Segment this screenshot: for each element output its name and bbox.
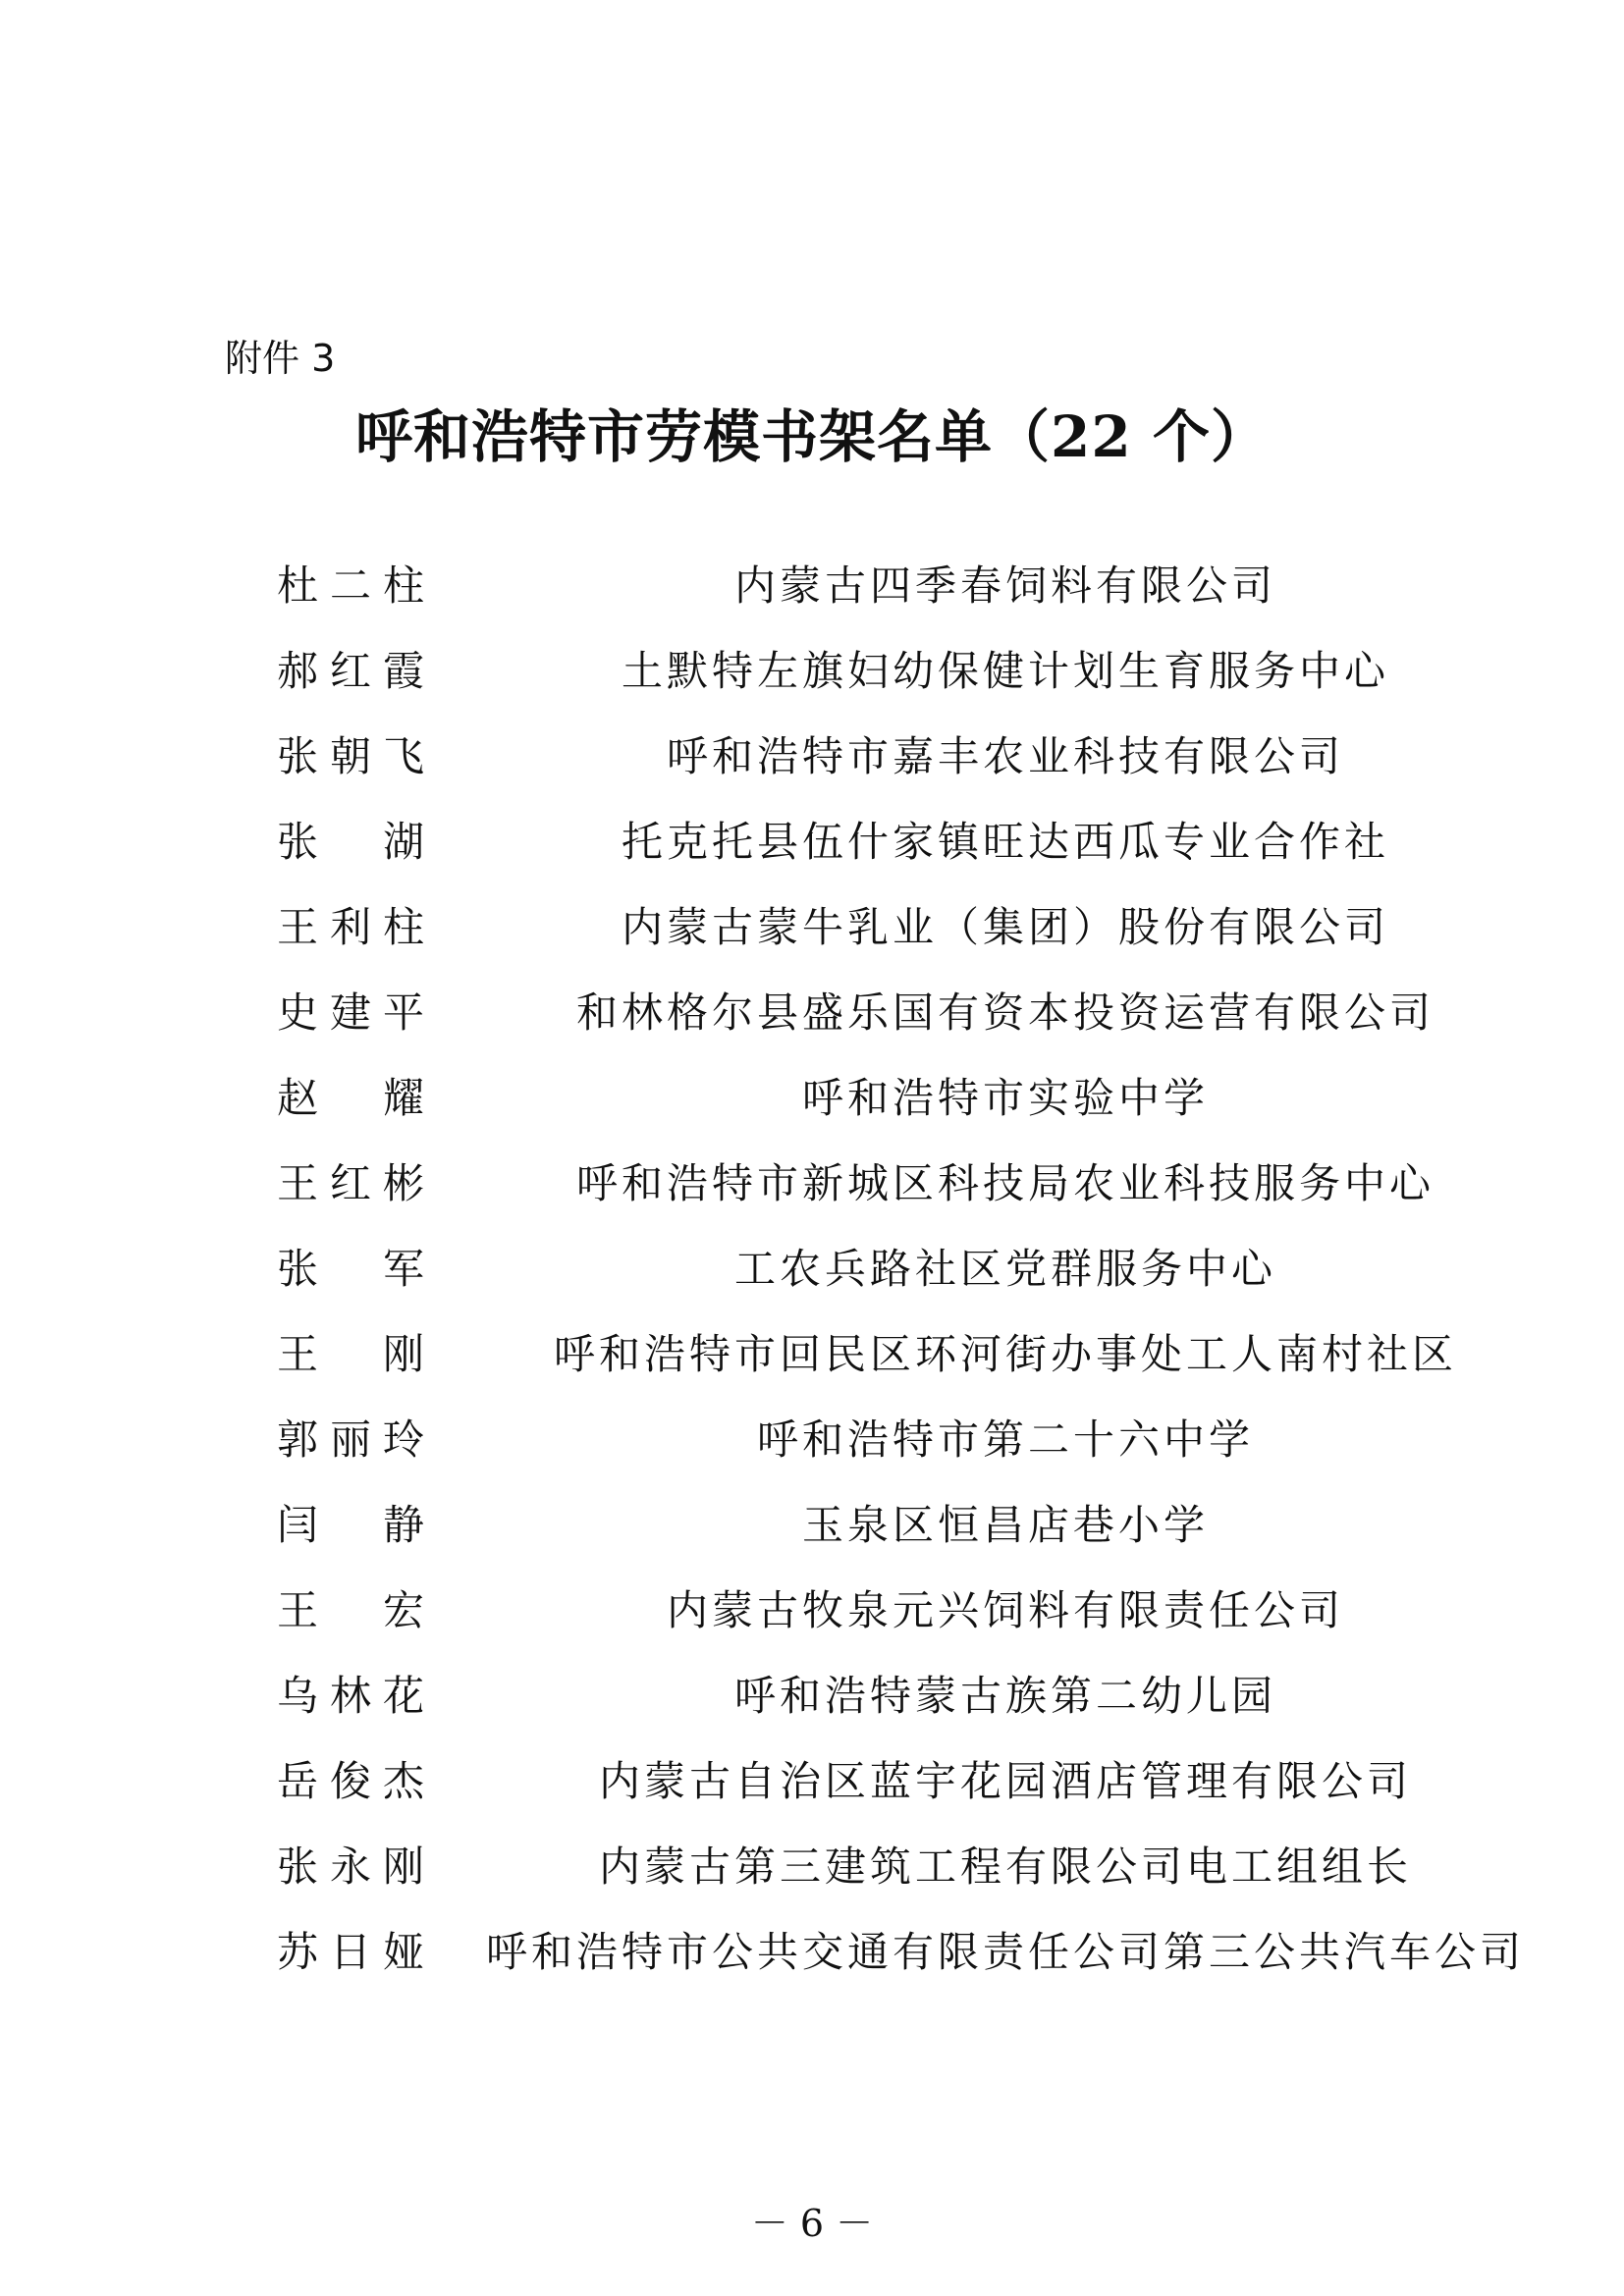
- organization-name: 呼和浩特市回民区环河街办事处工人南村社区: [553, 1330, 1457, 1378]
- person-name: 郝红霞: [277, 647, 424, 695]
- person-name: 王利柱: [277, 903, 424, 951]
- list-item: [0, 1922, 1624, 2007]
- organization-name: 玉泉区恒昌店巷小学: [801, 1501, 1209, 1549]
- list-item: [0, 726, 1624, 812]
- organization-name: 内蒙古蒙牛乳业（集团）股份有限公司: [621, 903, 1389, 951]
- person-name: 闫 静: [277, 1501, 424, 1549]
- list-item: [0, 812, 1624, 897]
- list-item: [0, 1324, 1624, 1410]
- list-item: [0, 1410, 1624, 1495]
- list-item: [0, 1495, 1624, 1580]
- name-list: [0, 556, 1624, 2007]
- list-item: [0, 1837, 1624, 1922]
- list-item: [0, 1751, 1624, 1837]
- organization-name: 内蒙古四季春饲料有限公司: [733, 561, 1276, 610]
- organization-name: 托克托县伍什家镇旺达西瓜专业合作社: [621, 818, 1389, 866]
- person-name: 张 湖: [277, 818, 424, 866]
- list-item: [0, 1239, 1624, 1324]
- organization-name: 呼和浩特市公共交通有限责任公司第三公共汽车公司: [485, 1928, 1525, 1976]
- person-name: 郭丽玲: [277, 1415, 424, 1464]
- organization-name: 和林格尔县盛乐国有资本投资运营有限公司: [575, 988, 1435, 1037]
- list-item: [0, 1666, 1624, 1751]
- person-name: 张朝飞: [277, 732, 424, 780]
- organization-name: 呼和浩特蒙古族第二幼儿园: [733, 1672, 1276, 1720]
- list-item: [0, 641, 1624, 726]
- person-name: 乌林花: [277, 1672, 424, 1720]
- person-name: 杜二柱: [277, 561, 424, 610]
- organization-name: 内蒙古第三建筑工程有限公司电工组组长: [598, 1842, 1412, 1891]
- list-item: [0, 1068, 1624, 1153]
- organization-name: 呼和浩特市第二十六中学: [756, 1415, 1254, 1464]
- person-name: 张永刚: [277, 1842, 424, 1891]
- organization-name: 工农兵路社区党群服务中心: [733, 1245, 1276, 1293]
- person-name: 岳俊杰: [277, 1757, 424, 1805]
- person-name: 史建平: [277, 988, 424, 1037]
- organization-name: 内蒙古自治区蓝宇花园酒店管理有限公司: [598, 1757, 1412, 1805]
- list-item: [0, 1580, 1624, 1666]
- person-name: 张 军: [277, 1245, 424, 1293]
- page-title: 呼和浩特市劳模书架名单（22 个）: [355, 403, 1269, 470]
- person-name: 王 刚: [277, 1330, 424, 1378]
- list-item: [0, 897, 1624, 983]
- organization-name: 呼和浩特市嘉丰农业科技有限公司: [666, 732, 1344, 780]
- person-name: 赵 耀: [277, 1074, 424, 1122]
- list-item: [0, 1153, 1624, 1239]
- organization-name: 内蒙古牧泉元兴饲料有限责任公司: [666, 1586, 1344, 1634]
- list-item: [0, 556, 1624, 641]
- attachment-label: 附件 3: [225, 337, 336, 380]
- organization-name: 土默特左旗妇幼保健计划生育服务中心: [621, 647, 1389, 695]
- page-number: － 6 －: [750, 2202, 874, 2245]
- list-item: [0, 983, 1624, 1068]
- organization-name: 呼和浩特市新城区科技局农业科技服务中心: [575, 1159, 1435, 1207]
- person-name: 王红彬: [277, 1159, 424, 1207]
- organization-name: 呼和浩特市实验中学: [801, 1074, 1209, 1122]
- person-name: 苏日娅: [277, 1928, 424, 1976]
- person-name: 王 宏: [277, 1586, 424, 1634]
